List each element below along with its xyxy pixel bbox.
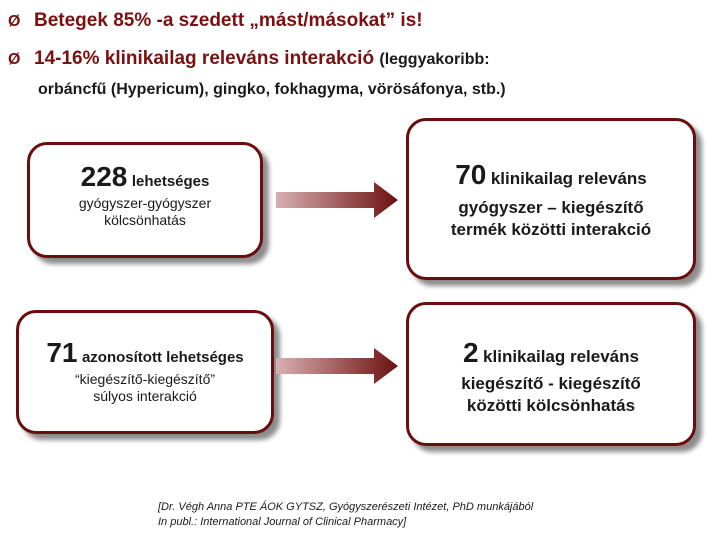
- box-drug-supplement: [406, 118, 696, 280]
- box-label: klinikailag releváns: [490, 169, 647, 188]
- box-line: gyógyszer – kiegészítő: [458, 198, 644, 217]
- box-label: azonosított lehetséges: [81, 349, 244, 366]
- bullet-2: [8, 48, 490, 70]
- box-line: “kiegészítő-kiegészítő”: [74, 371, 216, 387]
- arrow-bullet-icon: Ø: [8, 51, 21, 68]
- box-drug-drug-heading: [30, 161, 260, 193]
- box-supplement-supplement-possible: [16, 310, 274, 434]
- box-drug-supplement-heading: [409, 159, 693, 191]
- box-supplement-supplement-possible-heading: [19, 337, 271, 369]
- bullet-2-extra: (leggyakoribb:: [379, 51, 490, 68]
- box-line: kölcsönhatás: [104, 212, 186, 228]
- box-number: 2: [463, 337, 479, 368]
- box-number: 71: [46, 337, 78, 368]
- bullet-1-text: Betegek 85% -a szedett „mást/másokat” is!: [34, 10, 423, 31]
- box-supplement-supplement-relevant: [406, 302, 696, 446]
- box-line: közötti kölcsönhatás: [466, 396, 636, 415]
- right-arrow-icon: [276, 182, 398, 218]
- arrow-bullet-icon: Ø: [8, 13, 21, 30]
- box-supplement-supplement-relevant-heading: [409, 337, 693, 369]
- box-line: súlyos interakció: [93, 388, 197, 404]
- citation: [158, 500, 533, 530]
- box-label: lehetséges: [131, 173, 210, 190]
- box-number: 70: [455, 159, 487, 190]
- box-line: termék közötti interakció: [450, 220, 652, 239]
- citation-line: [Dr. Végh Anna PTE ÁOK GYTSZ, Gyógyszerészeti Intézet, PhD munkájából: [158, 501, 534, 513]
- box-number: 228: [80, 161, 128, 192]
- bullet-2-text: 14-16% klinikailag releváns interakció: [34, 48, 375, 69]
- box-label: klinikailag releváns: [483, 347, 639, 366]
- box-line: gyógyszer-gyógyszer: [78, 195, 212, 211]
- bullet-1: [8, 10, 423, 32]
- box-line: kiegészítő - kiegészítő: [461, 374, 641, 393]
- citation-line: In publ.: International Journal of Clinical Pharmacy]: [158, 516, 407, 528]
- right-arrow-icon: [276, 348, 398, 384]
- box-drug-drug: [27, 142, 263, 258]
- bullet-2-continuation: orbáncfű (Hypericum), gingko, fokhagyma, vörösáfonya, stb.): [38, 81, 506, 98]
